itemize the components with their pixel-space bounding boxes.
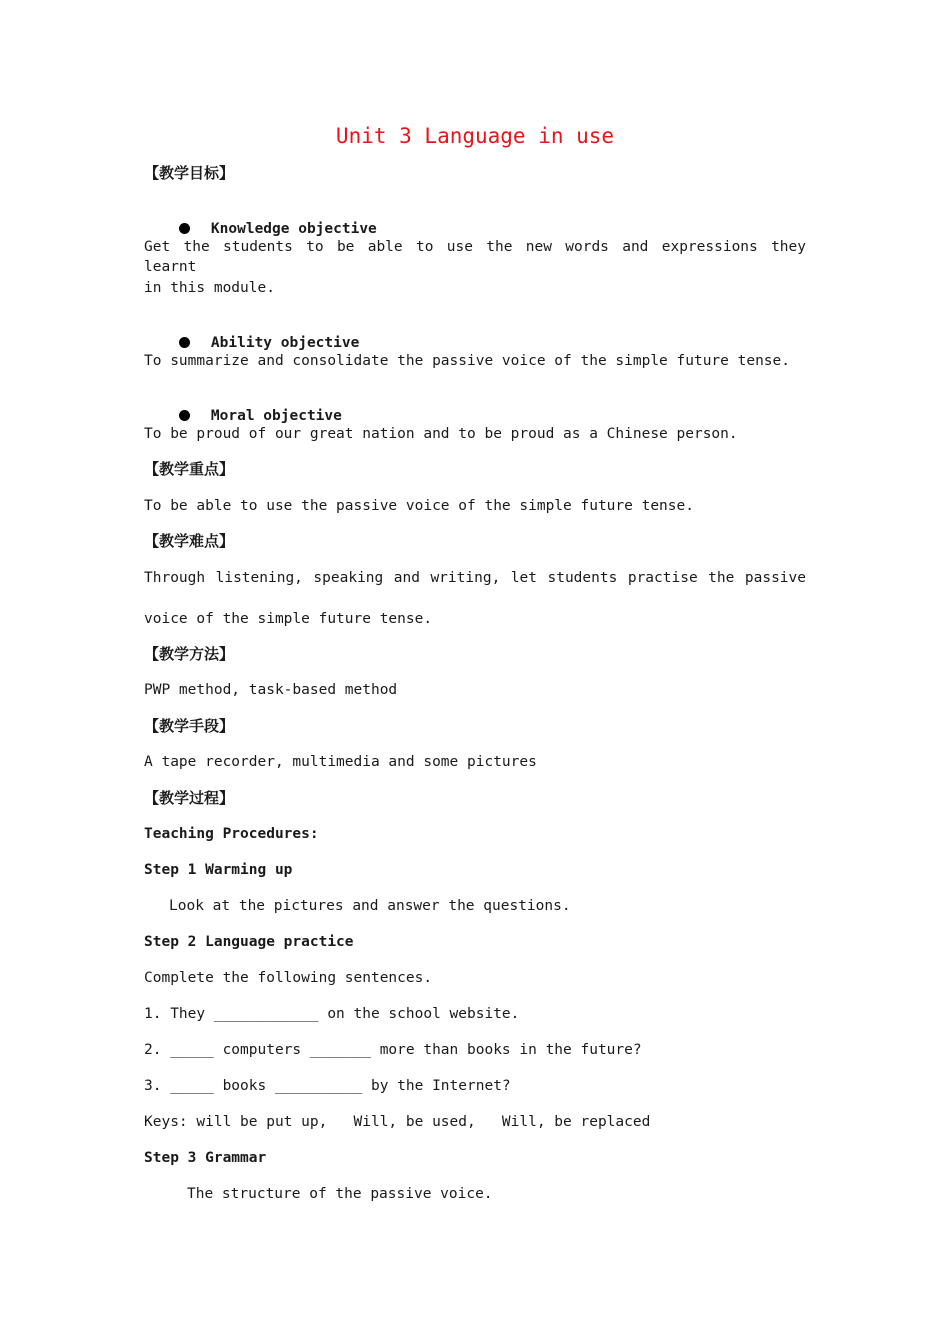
heading-objectives: 【教学目标】 [144, 164, 235, 182]
objective-label: Ability objective [210, 335, 360, 351]
heading-difficulties: 【教学难点】 [144, 532, 235, 550]
step2-intro: Complete the following sentences. [144, 970, 433, 986]
bullet-icon [179, 410, 190, 421]
aids-text: A tape recorder, multimedia and some pictures [144, 754, 537, 770]
step3-text: The structure of the passive voice. [187, 1186, 493, 1202]
procedures-heading: Teaching Procedures: [144, 826, 319, 842]
bullet-icon [179, 223, 190, 234]
exercise-sentence: 2. _____ computers _______ more than books in the future? [144, 1042, 642, 1058]
objective-text: To be proud of our great nation and to be proud as a Chinese person. [144, 426, 738, 442]
key-points-text: To be able to use the passive voice of the simple future tense. [144, 498, 694, 514]
exercise-keys: Keys: will be put up, Will, be used, Will, be replaced [144, 1114, 651, 1130]
difficulties-text: Through listening, speaking and writing, let students practise the passive [144, 570, 806, 586]
exercise-sentence: 1. They ____________ on the school website. [144, 1006, 520, 1022]
step2-title: Step 2 Language practice [144, 934, 354, 950]
objective-text: To summarize and consolidate the passive voice of the simple future tense. [144, 353, 791, 369]
objective-text-continued: in this module. [144, 280, 275, 296]
document-title: Unit 3 Language in use [335, 124, 615, 148]
step1-text: Look at the pictures and answer the questions. [169, 898, 571, 914]
heading-process: 【教学过程】 [144, 789, 235, 807]
difficulties-text-continued: voice of the simple future tense. [144, 611, 433, 627]
objective-text: Get the students to be able to use the new words and expressions they learnt [144, 239, 806, 275]
heading-key-points: 【教学重点】 [144, 460, 235, 478]
step3-title: Step 3 Grammar [144, 1150, 267, 1166]
exercise-sentence: 3. _____ books __________ by the Internet? [144, 1078, 511, 1094]
heading-methods: 【教学方法】 [144, 645, 235, 663]
methods-text: PWP method, task-based method [144, 682, 398, 698]
bullet-icon [179, 337, 190, 348]
step1-title: Step 1 Warming up [144, 862, 293, 878]
heading-aids: 【教学手段】 [144, 717, 235, 735]
objective-label: Knowledge objective [210, 221, 377, 237]
objective-label: Moral objective [210, 408, 342, 424]
